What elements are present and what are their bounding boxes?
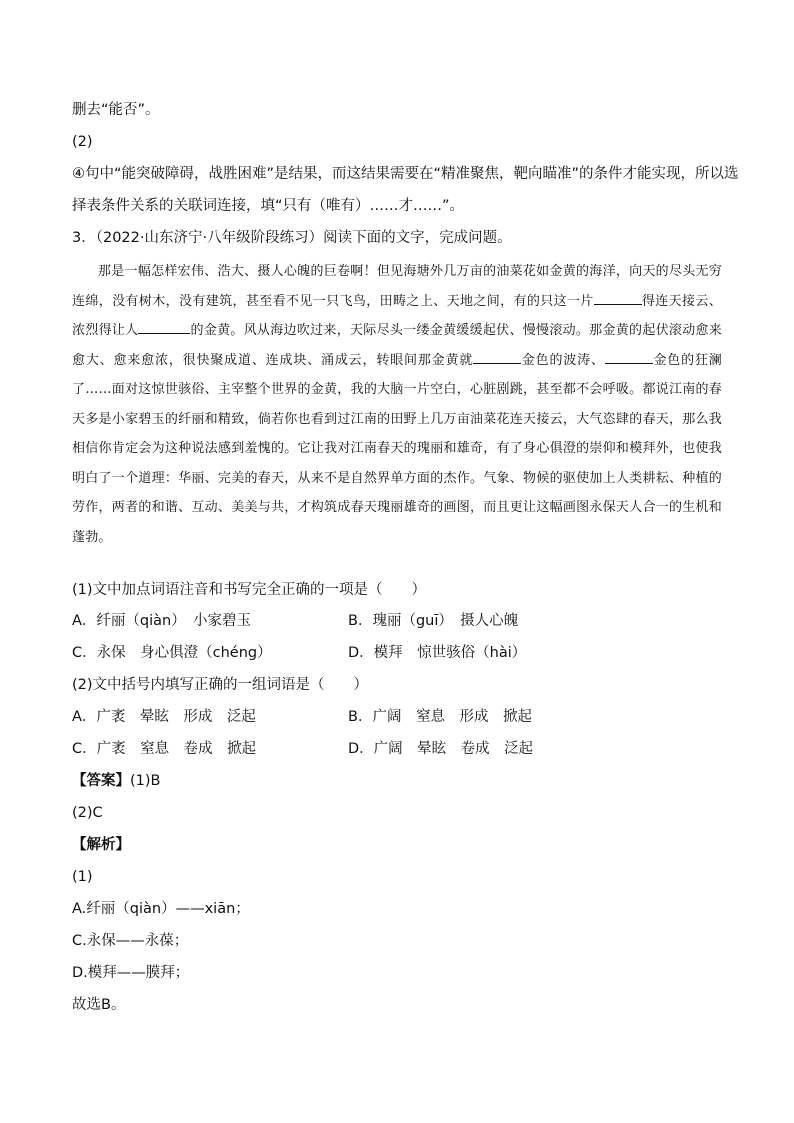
answer-label: 【答案】 <box>72 773 130 789</box>
text-line: (2) <box>72 134 93 150</box>
analysis-line: C.永保——永葆； <box>72 933 189 949</box>
answer-line <box>72 771 161 791</box>
q2-option-b: B．广阔 窒息 形成 掀起 <box>348 709 532 725</box>
question-header: 3．（2022·山东济宁·八年级阶段练习）阅读下面的文字，完成问题。 <box>72 230 512 246</box>
text-line: 删去“能否”。 <box>72 102 160 118</box>
answer-2: (2)C <box>72 805 103 821</box>
text-line: ④句中“能突破障碍，战胜困难”是结果，而这结果需要在“精准聚焦，靶向瞄准”的条件才能实现，所以选 <box>72 166 739 182</box>
q2-option-a: A．广袤 晕眩 形成 泛起 <box>72 709 256 725</box>
analysis-label: 【解析】 <box>72 837 130 853</box>
q1-option-a: A．纤丽（qiàn） 小家碧玉 <box>72 613 251 629</box>
q1-option-d: D．模拜 惊世骇俗（hài） <box>348 645 527 661</box>
fill-blank <box>594 290 642 305</box>
question-2-stem: (2)文中括号内填写正确的一组词语是（ ） <box>72 677 369 693</box>
fill-blank <box>138 319 190 334</box>
q1-option-c: C．永保 身心俱澄（chéng） <box>72 645 272 661</box>
q2-option-d: D．广阔 晕眩 卷成 泛起 <box>348 741 534 757</box>
analysis-line: D.模拜——膜拜； <box>72 965 190 981</box>
reading-passage <box>72 257 722 552</box>
answer-1: (1)B <box>130 773 161 789</box>
analysis-line: 故选B。 <box>72 997 126 1013</box>
analysis-line: A.纤丽（qiàn）——xiān； <box>72 901 250 917</box>
fill-blank <box>473 349 521 364</box>
text-line: 择表条件关系的关联词连接，填“只有（唯有）……才……”。 <box>72 198 465 214</box>
q2-option-c: C．广袤 窒息 卷成 掀起 <box>72 741 257 757</box>
q1-option-b: B．瑰丽（guī） 摄人心魄 <box>348 613 519 629</box>
analysis-line: (1) <box>72 869 93 885</box>
fill-blank <box>605 349 653 364</box>
passage-paragraph: 那是一幅怎样宏伟、浩大、摄人心魄的巨卷啊！但见海塘外几万亩的油菜花如金黄的海洋，向天的尽头无穷连绵，没有树木，没有建筑，甚至看不见一只飞鸟，田畴之上、天地之间，有的只这一片 得连天接云、浓烈得让人 的金黄。风从海边吹过来，天际尽头一缕金黄缓缓起伏、慢慢滚动。那金黄的起伏滚动愈来愈大、愈来愈浓，很快聚成道、连成块、涌成云，转眼间那金黄就 金色的波涛、 金色的狂澜了……面对这惊世骇俗、主宰整个世界的金黄，我的大脑一片空白，心脏剧跳，甚至都不会呼吸。都说江南的春天多是小家碧玉的纤丽和精致，倘若你也看到过江南的田野上几万亩油菜花连天接云，大气恣肆的春天，那么我相信你肯定会为这种说法感到羞愧的。它让我对江南春天的瑰丽和雄奇，有了身心俱澄的崇仰和模拜外，也使我明白了一个道理：华丽、完美的春天，从来不是自然界单方面的杰作。气象、物候的驱使加上人类耕耘、种植的劳作，两者的和谐、互动、美美与共，才构筑成春天瑰丽雄奇的画图，而且更让这幅画图永保天人合一的生机和蓬勃。 <box>72 264 722 545</box>
question-1-stem: (1)文中加点词语注音和书写完全正确的一项是（ ） <box>72 582 427 598</box>
